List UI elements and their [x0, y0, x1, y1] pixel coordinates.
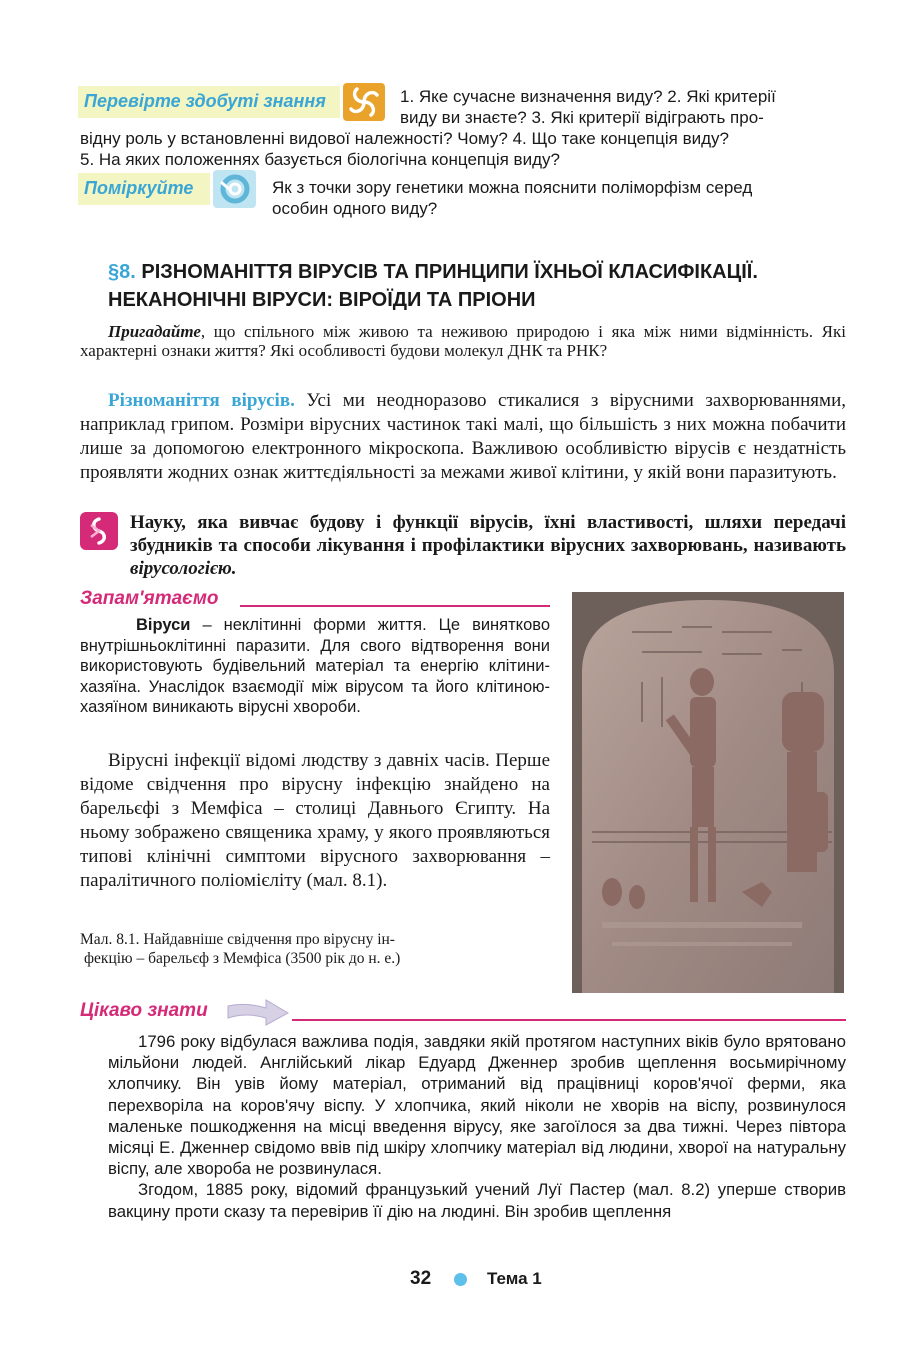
history-paragraph: Вірусні інфекції відомі людству з давніх часів. Перше відоме свідчення про вірусну інфекцію знайдено на барельєфі з Мемфіса – столиці Давнього Єгипту. На ньому зображено священика храму, у якого проявляються типові клінічні симптоми вірусного захворювання – паралітичного поліомієліту (мал. 8.1). — [80, 750, 550, 891]
topic-label: Тема 1 — [487, 1269, 542, 1288]
figure-caption-line-2: фекцію – барельєф з Мемфіса (3500 рік до н. е.) — [84, 950, 401, 967]
memphis-relief-image — [572, 592, 844, 993]
interesting-divider — [292, 1019, 846, 1021]
check-knowledge-label — [78, 86, 340, 118]
think-label-text: Поміркуйте — [84, 178, 194, 198]
arrow-icon — [226, 998, 290, 1026]
spiral-icon — [343, 83, 385, 121]
interesting-text-block — [108, 1031, 846, 1222]
figure-caption-line-1: Мал. 8.1. Найдавніше свідчення про вірусну ін- — [80, 931, 395, 948]
check-question-line-1: 1. Яке сучасне визначення виду? 2. Які критерії — [400, 87, 776, 106]
remember-text-block — [80, 615, 550, 718]
think-label — [78, 173, 210, 205]
remember-heading: Запам'ятаємо — [80, 588, 219, 609]
recall-paragraph — [80, 322, 846, 360]
section-number: §8. — [108, 261, 136, 283]
recall-lead: Пригадайте — [108, 322, 201, 341]
footer-dot-icon — [454, 1273, 467, 1286]
figure-caption — [80, 930, 550, 968]
section-title — [108, 258, 868, 314]
check-question-line-2: виду ви знаєте? 3. Які критерії відіграють про- — [400, 108, 764, 127]
page-number: 32 — [410, 1268, 432, 1289]
virology-text: Науку, яка вивчає будову і функції вірусів, їхні властивості, шляхи передачі збудників та способи лікування і профілактики вірусних захворювань, називають — [130, 512, 846, 556]
section-title-text-1: РІЗНОМАНІТТЯ ВІРУСІВ ТА ПРИНЦИПИ ЇХНЬОЇ КЛАСИФІКАЦІЇ. — [141, 261, 758, 283]
section-title-text-2: НЕКАНОНІЧНІ ВІРУСИ: ВІРОЇДИ ТА ПРІОНИ — [108, 289, 536, 311]
virology-term: вірусологією. — [130, 558, 237, 579]
swirl-icon — [213, 170, 256, 208]
diversity-paragraph — [80, 389, 846, 485]
definition-icon — [80, 512, 118, 550]
interesting-paragraph-1: 1796 року відбулася важлива подія, завдяки якій протягом наступних віків було врятовано мільйони людей. Англійський лікар Едуард Дженнер зробив щеплення восьмирічному хлопчику. Він увів йому матеріал, отриманий від працівниці коров'ячої ферми, яка перехворіла на коров'ячу віспу. У хлопчика, який ніколи не хворів на віспу, розвинулося маленьке пошкодження на місці введення вірусу, яке загоїлося за два тижні. Через півтора місяці Е. Дженнер свідомо ввів під шкіру хлопчику матеріал від людини, хворої на натуральну віспу, але хвороба не розвинулася. — [108, 1032, 846, 1179]
interesting-heading: Цікаво знати — [80, 1000, 208, 1021]
diversity-text: Усі ми неодноразово стикалися з вірусними захворюваннями, наприклад грипом. Розміри вірусних частинок такі малі, що більшість з них можна побачити лише за допомогою електронного мікроскопа. Важливою особливістю вірусів є нездатність проявляти жодних ознак життєдіяльності за межами живої клітини, у якій вони паразитують. — [80, 390, 846, 483]
remember-term: Віруси — [136, 616, 191, 634]
virology-definition — [130, 511, 846, 580]
page-footer — [0, 1268, 918, 1298]
remember-text: – неклітинні форми життя. Це винятково внутрішньоклітинні паразити. Для свого відтворення вони використовують будівельний матеріал та енергію клітини-хазяїна. Унаслідок взаємодії між вірусом та його клітиною-хазяїном виникають вірусні хвороби. — [80, 616, 550, 716]
diversity-heading: Різноманіття вірусів. — [108, 390, 295, 411]
think-question-line-2: особин одного виду? — [272, 199, 438, 218]
check-question-line-4: 5. На яких положеннях базується біологічна концепція виду? — [80, 150, 560, 169]
remember-divider — [240, 605, 550, 607]
think-question-line-1: Як з точки зору генетики можна пояснити поліморфізм серед — [272, 178, 753, 197]
check-knowledge-label-text: Перевірте здобуті знання — [84, 91, 326, 111]
section-title-line-1 — [108, 258, 868, 286]
interesting-paragraph-2: Згодом, 1885 року, відомий французький учений Луї Пастер (мал. 8.2) уперше створив вакцину проти сказу та перевірив її дію на людині. Він зробив щеплення — [108, 1180, 846, 1221]
recall-text: , що спільного між живою та неживою природою і яка між ними відмінність. Які характерні ознаки життя? Які особливості будови молекул ДНК та РНК? — [80, 322, 846, 360]
check-question-line-3: відну роль у встановленні видової належності? Чому? 4. Що таке концепція виду? — [80, 129, 729, 148]
